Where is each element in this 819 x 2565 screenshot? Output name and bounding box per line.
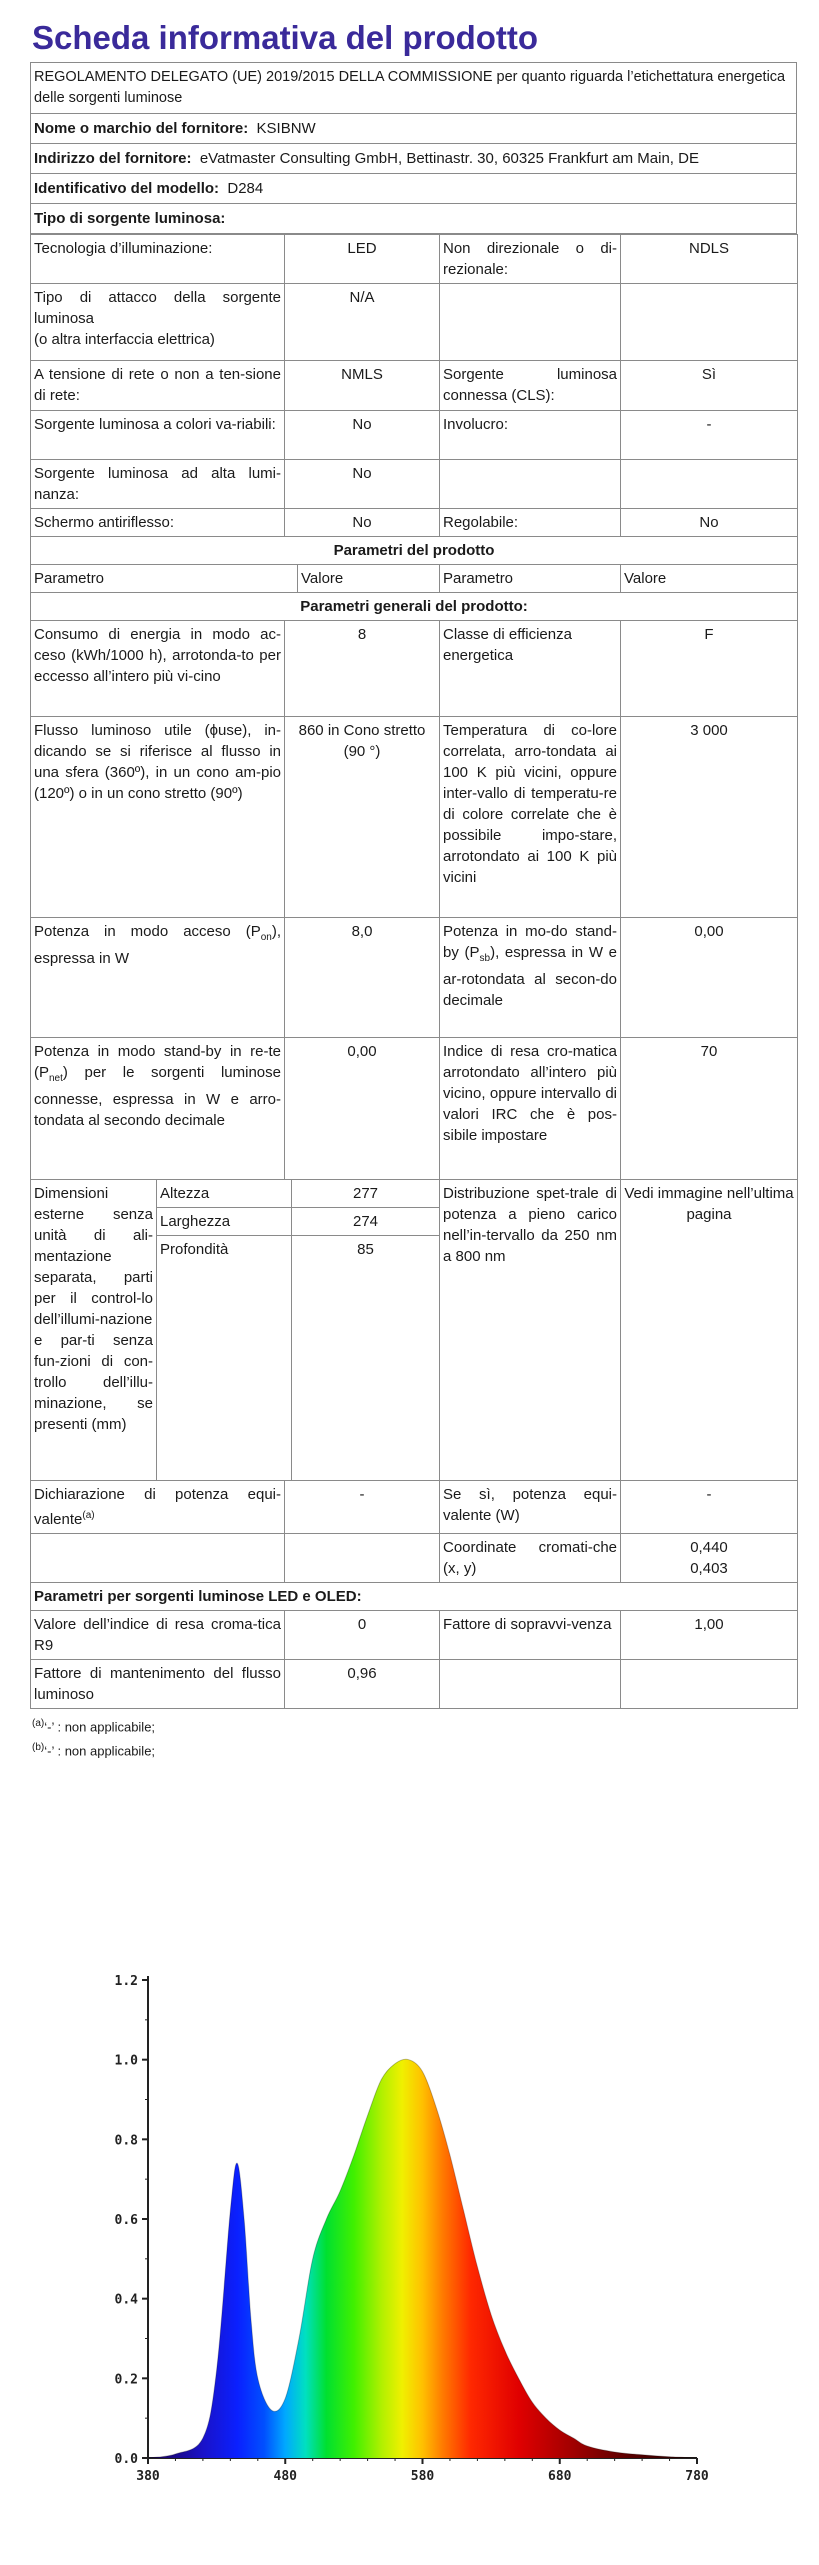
empty-cell [621,284,798,361]
table-row [31,411,798,460]
antiglare-label: Schermo antiriflesso: [31,509,285,537]
y-tick-label: 0.4 [114,2292,138,2308]
table-header-row [31,565,798,593]
empty-cell [621,460,798,509]
height-value: 277 [292,1180,440,1208]
table-row [31,1583,798,1611]
cls-label: Sorgente luminosa connessa (CLS): [440,361,621,411]
energy-label: Consumo di energia in modo ac-ceso (kWh/1000 h), arrotonda-to per eccesso all’intero più vi-cino [31,621,285,717]
x-tick-label: 680 [548,2469,572,2484]
footnote-a: $^{(a)}$‘-’ : non applicabile; [32,1718,156,1735]
cri-value: 70 [621,1038,798,1180]
efficiency-class-value: F [621,621,798,717]
equivalent-watts-label: Se sì, potenza equi-valente (W) [440,1481,621,1534]
y-tick-label: 0.6 [114,2213,138,2228]
dimmable-label: Regolabile: [440,509,621,537]
r9-label: Valore dell’indice di resa croma-tica R9 [31,1611,285,1660]
standby-value: 0,00 [621,918,798,1038]
table-row [31,509,798,537]
table-row [31,1534,798,1583]
specs-table [30,234,798,1709]
equivalent-power-value: - [285,1481,440,1534]
regulation-text: REGOLAMENTO DELEGATO (UE) 2019/2015 DELLA COMMISSIONE per quanto riguarda l’etichettatura energetica delle sorgenti luminose [34,69,786,106]
mains-label: A tensione di rete o non a ten-sione di rete: [31,361,285,411]
width-value: 274 [292,1208,440,1236]
supplier-value: KSIBNW [256,120,316,137]
page-title: Scheda informativa del prodotto [32,19,539,56]
x-tick-label: 580 [410,2469,435,2484]
y-tick-label: 0.2 [114,2372,138,2388]
equivalent-watts-value: - [621,1481,798,1534]
model-label: Identificativo del modello: [34,180,220,197]
envelope-value: - [621,411,798,460]
y-tick-label: 0.0 [114,2452,138,2467]
socket-value: N/A [285,284,440,361]
table-row [31,593,798,621]
dimensions-label: Dimensioni esterne senza unità di ali-mentazione separata, parti per il control-lo dell’illumi-nazione e par-ti senza fun-zioni di con-trollo dell’illu-minazione, se presenti (mm) [31,1180,157,1480]
cct-value: 3 000 [621,717,798,918]
directional-label: Non direzionale o di-rezionale: [440,235,621,284]
table-row [31,1481,798,1534]
y-tick-label: 0.8 [114,2133,138,2149]
col-header-param: Parametro [31,565,298,592]
general-title: Parametri generali del prodotto: [31,593,798,621]
table-row [31,717,798,918]
spectrum-chart-area [0,1880,819,2560]
socket-label-note: (o altra interfaccia elettrica) [34,331,215,348]
efficiency-class-label: Classe di efficienza energetica [440,621,621,717]
flux-label: Flusso luminoso utile (ϕuse), in-dicando se si riferisce al flusso in una sfera (360º), in un cono am-pio (120º) o in un cono stretto (90º) [31,717,285,918]
survival-factor-value: 1,00 [621,1611,798,1660]
energy-value: 8 [285,621,440,717]
table-row [31,1180,798,1481]
standby-label: Potenza in mo-do stand-by $(P_{sb})$, espressa in W e ar-rotondata al secon-do decimale [440,918,621,1038]
footnotes [30,1713,797,1762]
params-title: Parametri del prodotto [31,537,798,565]
product-sheet [30,12,797,1762]
lumen-maintenance-label: Fattore di mantenimento del flusso luminoso [31,1660,285,1709]
model-box [30,174,797,204]
high-luminance-value: No [285,460,440,509]
x-tick-label: 780 [685,2469,709,2484]
color-tunable-value: No [285,411,440,460]
y-tick-label: 1.2 [114,1974,138,1989]
source-type-box [30,204,797,234]
y-tick-label: 1.0 [114,2053,138,2069]
dimmable-value: No [621,509,798,537]
r9-value: 0 [285,1611,440,1660]
led-title: Parametri per sorgenti luminose LED e OLED: [31,1583,798,1611]
depth-value: 85 [357,1241,374,1258]
table-row [31,918,798,1038]
high-luminance-label: Sorgente luminosa ad alta lumi-nanza: [31,460,285,509]
col-header-value-2: Valore [621,565,798,593]
empty-cell [285,1534,440,1583]
table-row [31,460,798,509]
supplier-box [30,114,797,144]
x-tick-label: 380 [136,2469,160,2484]
table-row [31,284,798,361]
antiglare-value: No [285,509,440,537]
cct-label: Temperatura di co-lore correlata, arro-tondata ai 100 K più vicini, oppure inter-vallo di temperatu-re di colore correlate che è possibile impo-stare, arrotondato ai 100 K più vicini [440,717,621,918]
color-tunable-label: Sorgente luminosa a colori va-riabili: [31,411,285,460]
table-row [31,361,798,411]
tech-label: Tecnologia d’illuminazione: [31,235,285,284]
spd-label: Distribuzione spet-trale di potenza a pieno carico nell’in-tervallo da 250 nm a 800 nm [440,1180,621,1481]
spectrum-area [148,2059,697,2458]
envelope-label: Involucro: [440,411,621,460]
table-row [31,235,798,284]
footnote-b: $^{(b)}$‘-’ : non applicabile; [32,1742,156,1759]
empty-cell [440,284,621,361]
socket-label: Tipo di attacco della sorgente luminosa [34,289,281,327]
address-label: Indirizzo del fornitore: [34,150,192,167]
power-on-label: Potenza in modo acceso $(P_{on})$, espressa in W [31,918,285,1038]
col-header-value: Valore [301,570,344,587]
table-row [31,621,798,717]
cls-value: Sì [621,361,798,411]
power-on-value: 8,0 [285,918,440,1038]
chromaticity-value: 0,440 0,403 [621,1534,798,1583]
lumen-maintenance-value: 0,96 [285,1660,440,1709]
spectrum-fill [148,2059,697,2458]
spd-value: Vedi immagine nell’ultima pagina [621,1180,798,1481]
address-value: eVatmaster Consulting GmbH, Bettinastr. 30, 60325 Frankfurt am Main, DE [199,150,699,167]
model-value: D284 [227,180,264,197]
cri-label: Indice di resa cro-matica arrotondato all’intero più vicino, oppure intervallo di valori IRC che è pos-sibile impostare [440,1038,621,1180]
network-standby-value: 0,00 [285,1038,440,1180]
source-type-title: Tipo di sorgente luminosa: [34,210,226,227]
tech-value: LED [285,235,440,284]
mains-value: NMLS [285,361,440,411]
directional-value: NDLS [621,235,798,284]
network-standby-label: Potenza in modo stand-by in re-te $(P_{net})$ per le sorgenti luminose connesse, espressa in W e arro-tondata al secondo decimale [31,1038,285,1180]
table-row [31,1611,798,1660]
table-row [31,1660,798,1709]
equivalent-power-label: Dichiarazione di potenza equi-valente$^{(a)}$ [31,1481,285,1534]
width-label: Larghezza [157,1208,292,1236]
col-header-param-2: Parametro [440,565,621,593]
table-row [31,1038,798,1180]
empty-cell [440,1660,621,1709]
empty-cell [621,1660,798,1709]
address-box [30,144,797,174]
empty-cell [31,1534,285,1583]
survival-factor-label: Fattore di sopravvi-venza [440,1611,621,1660]
supplier-label: Nome o marchio del fornitore: [34,120,249,137]
spectrum-chart [0,1880,819,2560]
empty-cell [440,460,621,509]
table-row [31,537,798,565]
chromaticity-label: Coordinate cromati-che (x, y) [440,1534,621,1583]
regulation-box [30,62,797,114]
height-label: Altezza [157,1180,292,1208]
flux-value: 860 in Cono stretto (90 °) [285,717,440,918]
x-tick-label: 480 [273,2469,297,2484]
depth-label: Profondità [157,1236,292,1264]
